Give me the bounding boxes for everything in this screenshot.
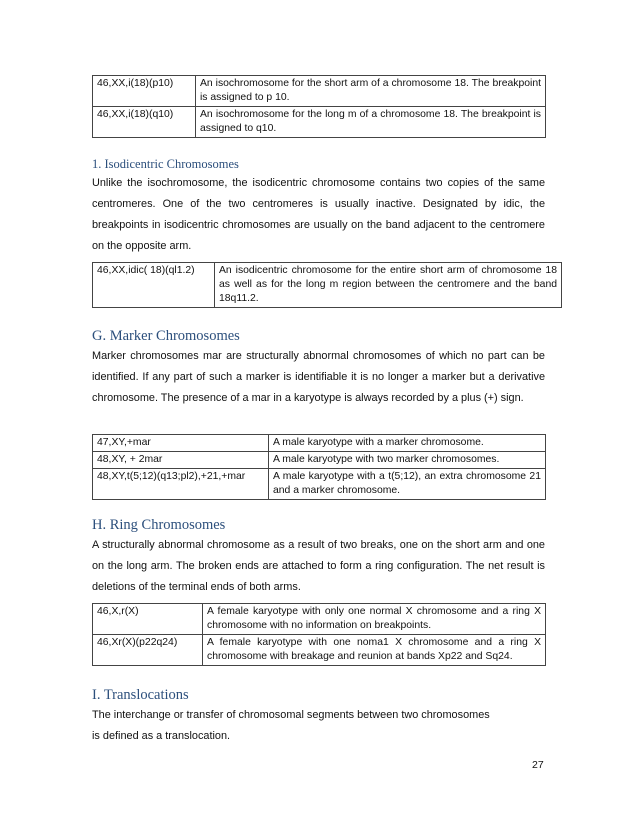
table-row (93, 263, 562, 308)
isodicentric-table (92, 262, 562, 308)
description-cell: An isochromosome for the long m of a chromosome 18. The breakpoint is assigned to q10. (196, 107, 546, 138)
description-cell: An isochromosome for the short arm of a chromosome 18. The breakpoint is assigned to p 10. (196, 76, 546, 107)
ring-table (92, 603, 546, 666)
isodicentric-heading: 1. Isodicentric Chromosomes (92, 157, 239, 171)
translocations-heading: I. Translocations (92, 687, 189, 703)
ring-paragraph: A structurally abnormal chromosome as a result of two breaks, one on the short arm and one on the long arm. The broken ends are attached to form a ring configuration. The net result is deletions of the terminal ends of both arms. (92, 539, 545, 593)
table-row (93, 635, 546, 666)
description-cell: An isodicentric chromosome for the entire short arm of chromosome 18 as well as for the long m region between the centromere and the band 18q11.2. (215, 263, 562, 308)
table-row (93, 107, 546, 138)
table-row (93, 435, 546, 452)
karyotype-cell: 46,XX,i(18)(p10) (93, 76, 196, 107)
description-cell: A male karyotype with a marker chromosome. (269, 435, 546, 452)
karyotype-cell: 46,Xr(X)(p22q24) (93, 635, 203, 666)
isochromosome-table (92, 75, 546, 138)
description-cell: A male karyotype with a t(5;12), an extra chromosome 21 and a marker chromosome. (269, 469, 546, 500)
marker-paragraph: Marker chromosomes mar are structurally abnormal chromosomes of which no part can be identified. If any part of such a marker is identifiable it is no longer a marker but a derivative chromosome. The presence of a mar in a karyotype is always recorded by a plus (+) sign. (92, 350, 545, 404)
table-row (93, 469, 546, 500)
description-cell: A female karyotype with only one normal X chromosome and a ring X chromosome with no information on breakpoints. (203, 604, 546, 635)
translocations-paragraph (92, 705, 545, 747)
karyotype-cell: 46,X,r(X) (93, 604, 203, 635)
description-cell: A female karyotype with one noma1 X chromosome and a ring X chromosome with breakage and reunion at bands Xp22 and Sq24. (203, 635, 546, 666)
description-cell: A male karyotype with two marker chromosomes. (269, 452, 546, 469)
karyotype-cell: 48,XY, + 2mar (93, 452, 269, 469)
table-row (93, 76, 546, 107)
marker-heading: G. Marker Chromosomes (92, 328, 240, 344)
karyotype-cell: 46,XX,idic( 18)(ql1.2) (93, 263, 215, 308)
table-row (93, 452, 546, 469)
karyotype-cell: 46,XX,i(18)(q10) (93, 107, 196, 138)
table-row (93, 604, 546, 635)
marker-table (92, 434, 546, 500)
isodicentric-paragraph: Unlike the isochromosome, the isodicentric chromosome contains two copies of the same centromeres. One of the two centromeres is usually inactive. Designated by idic, the breakpoints in isodicentric chromosomes are usually on the band adjacent to the centromere on the opposite arm. (92, 177, 545, 252)
karyotype-cell: 48,XY,t(5;12)(q13;pl2),+21,+mar (93, 469, 269, 500)
ring-heading: H. Ring Chromosomes (92, 517, 226, 533)
translocations-line-2: is defined as a translocation. (92, 730, 231, 742)
translocations-line-1: The interchange or transfer of chromosomal segments between two chromosomes (92, 709, 490, 721)
karyotype-cell: 47,XY,+mar (93, 435, 269, 452)
page-number: 27 (532, 759, 544, 771)
